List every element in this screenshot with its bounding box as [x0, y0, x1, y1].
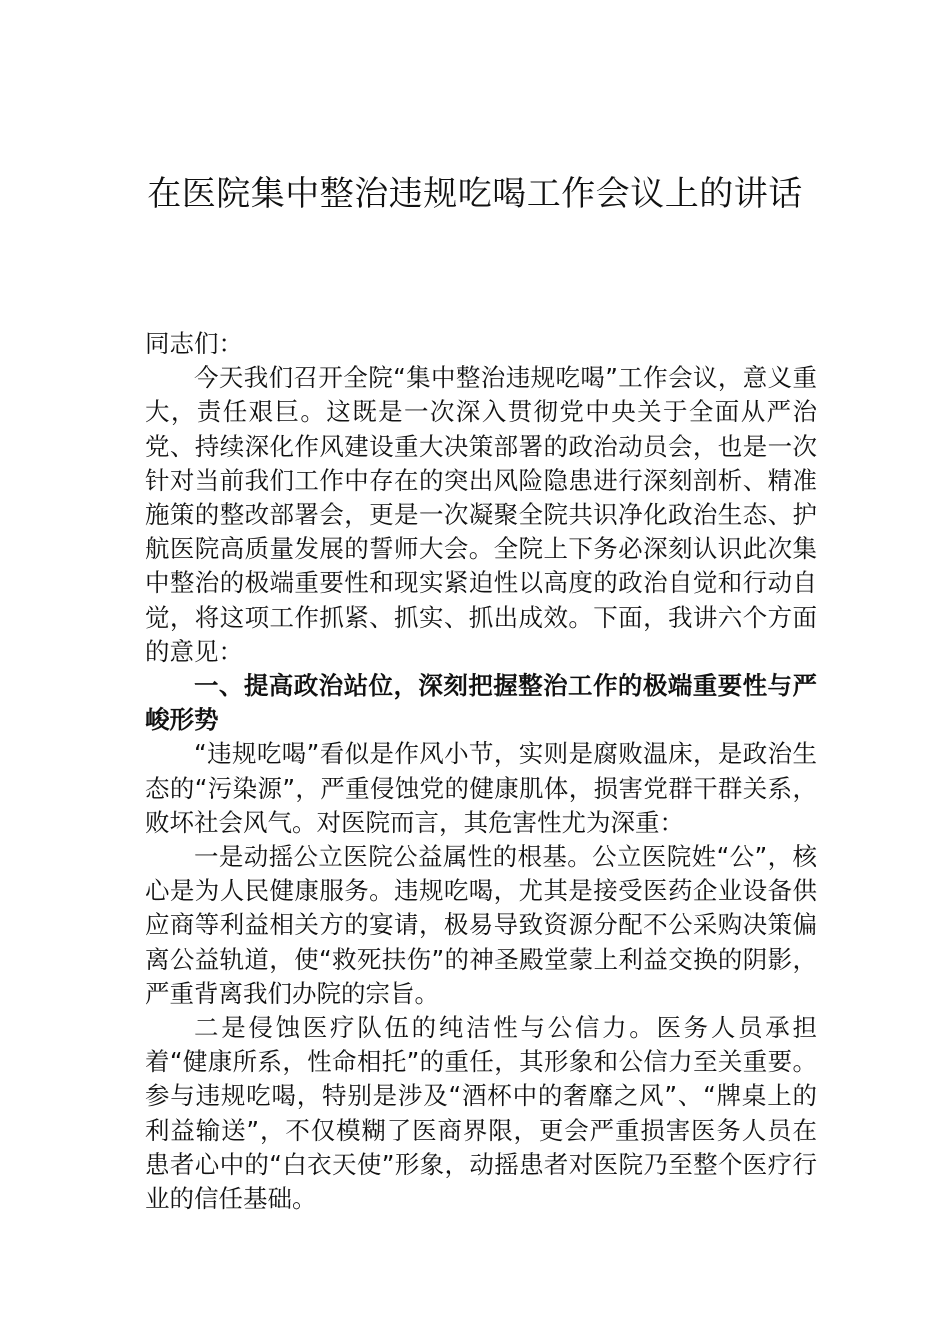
document-title: 在医院集中整治违规吃喝工作会议上的讲话: [147, 174, 803, 214]
paragraph-intro: 今天我们召开全院“集中整治违规吃喝”工作会议，意义重大，责任艰巨。这既是一次深入贯彻党中央关于全面从严治党、持续深化作风建设重大决策部署的政治动员会，也是一次针对当前我们工作中存在的突出风险隐患进行深刻剖析、精准施策的整改部署会，更是一次凝聚全院共识净化政治生态、护航医院高质量发展的誓师大会。全院上下务必深刻认识此次集中整治的极端重要性和现实紧迫性以高度的政治自觉和行动自觉，将这项工作抓紧、抓实、抓出成效。下面，我讲六个方面的意见：: [145, 363, 817, 666]
document-body: [145, 327, 817, 1216]
paragraph-harm-overview: “违规吃喝”看似是作风小节，实则是腐败温床，是政治生态的“污染源”，严重侵蚀党的健康肌体，损害党群干群关系，败坏社会风气。对医院而言，其危害性尤为深重：: [145, 739, 817, 837]
paragraph-point-2: 二是侵蚀医疗队伍的纯洁性与公信力。医务人员承担着“健康所系，性命相托”的重任，其形象和公信力至关重要。参与违规吃喝，特别是涉及“酒杯中的奢靡之风”、“牌桌上的利益输送”，不仅模糊了医商界限，更会严重损害医务人员在患者心中的“白衣天使”形象，动摇患者对医院乃至整个医疗行业的信任基础。: [145, 1013, 817, 1214]
salutation: 同志们：: [145, 329, 243, 358]
paragraph-point-1: 一是动摇公立医院公益属性的根基。公立医院姓“公”，核心是为人民健康服务。违规吃喝，尤其是接受医药企业设备供应商等利益相关方的宴请，极易导致资源分配不公采购决策偏离公益轨道，使“救死扶伤”的神圣殿堂蒙上利益交换的阴影，严重背离我们办院的宗旨。: [145, 842, 817, 1008]
section-heading-1: 一、提高政治站位，深刻把握整治工作的极端重要性与严峻形势: [145, 671, 817, 735]
